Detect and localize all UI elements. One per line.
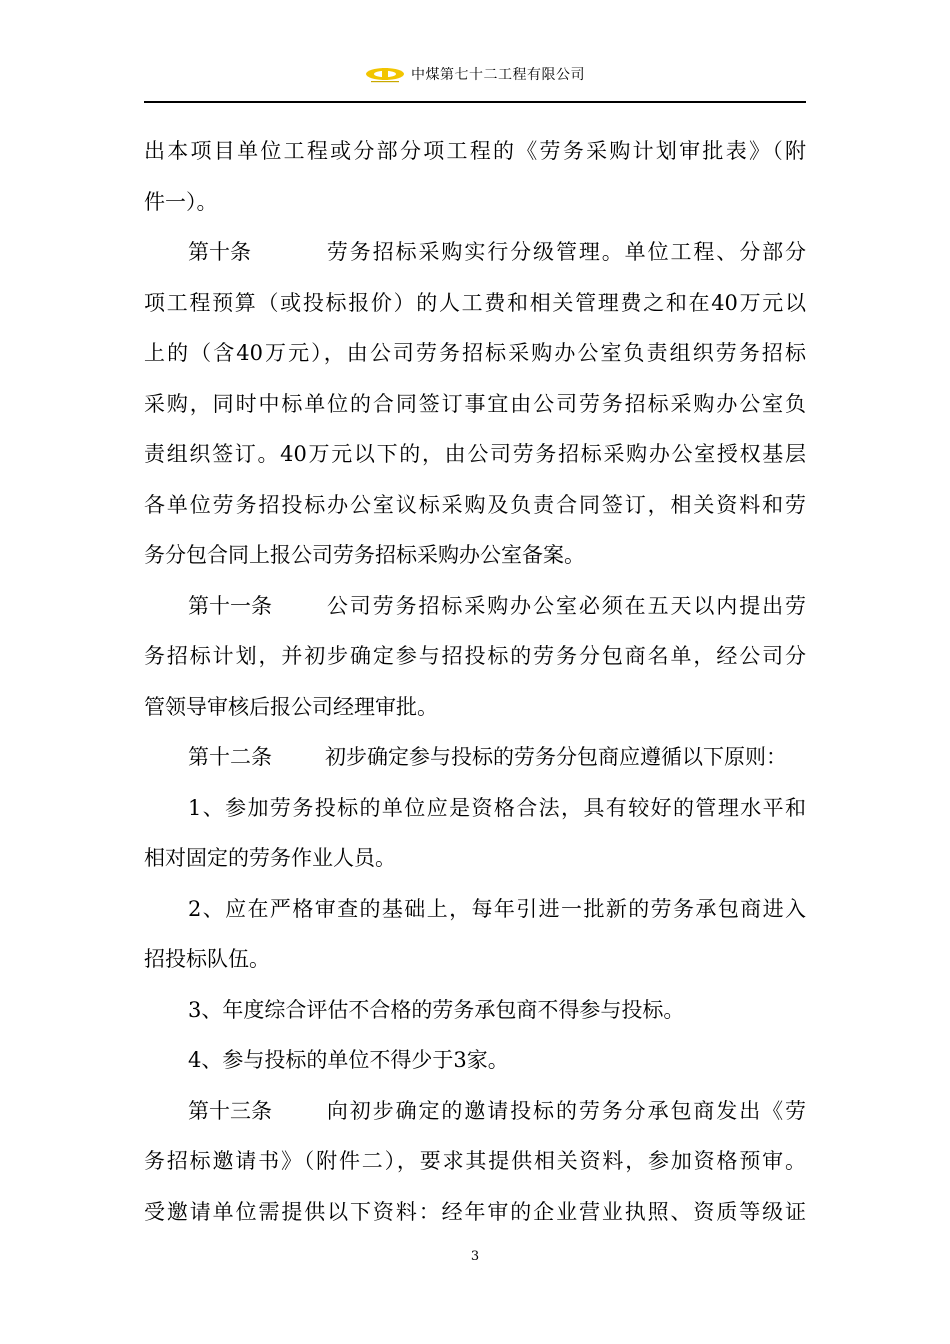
- text-line: 上的（含40万元），由公司劳务招标采购办公室负责组织劳务招标: [144, 341, 806, 365]
- page-header: [0, 60, 950, 90]
- text-line: 出本项目单位工程或分部分项工程的《劳务采购计划审批表》（附: [144, 139, 806, 163]
- list-item: 4、参与投标的单位不得少于3家。: [188, 1048, 509, 1072]
- article-13-heading: 第十三条 向初步确定的邀请投标的劳务分承包商发出《劳: [144, 1086, 806, 1137]
- article-number: 第十二条: [188, 745, 272, 769]
- text-line: 件一）。: [144, 189, 218, 214]
- article-12-heading: 第十二条 初步确定参与投标的劳务分包商应遵循以下原则：: [144, 732, 806, 783]
- list-item: 1、参加劳务投标的单位应是资格合法，具有较好的管理水平和: [188, 795, 806, 820]
- text-line: 各单位劳务招投标办公室议标采购及负责合同签订，相关资料和劳: [144, 492, 806, 517]
- text-line: 务分包合同上报公司劳务招标采购办公室备案。: [144, 543, 585, 567]
- text-line: 招投标队伍。: [144, 947, 270, 971]
- text-line: 务招标邀请书》（附件二），要求其提供相关资料，参加资格预审。: [144, 1149, 806, 1173]
- company-name: 中煤第七十二工程有限公司: [411, 67, 585, 83]
- text-line: 相对固定的劳务作业人员。: [144, 846, 396, 870]
- text-line: 采购，同时中标单位的合同签订事宜由公司劳务招标采购办公室负: [144, 391, 806, 416]
- text-line: 务招标计划，并初步确定参与招投标的劳务分包商名单，经公司分: [144, 644, 806, 668]
- text-line: 责组织签订。40万元以下的，由公司劳务招标采购办公室授权基层: [144, 442, 806, 466]
- page-number: 3: [470, 1249, 480, 1264]
- article-11-heading: 第十一条 公司劳务招标采购办公室必须在五天以内提出劳: [144, 581, 806, 632]
- text-line: 受邀请单位需提供以下资料：经年审的企业营业执照、资质等级证: [144, 1199, 806, 1224]
- company-logo-icon: [365, 66, 409, 84]
- list-item: 3、年度综合评估不合格的劳务承包商不得参与投标。: [188, 997, 685, 1022]
- text-line: 管领导审核后报公司经理审批。: [144, 694, 438, 719]
- article-number: 第十三条: [188, 1098, 272, 1123]
- document-body: [144, 126, 806, 1237]
- article-number: 第十条: [188, 240, 251, 264]
- article-10-heading: 第十条 劳务招标采购实行分级管理。单位工程、分部分: [144, 227, 806, 278]
- list-item: 2、应在严格审查的基础上，每年引进一批新的劳务承包商进入: [188, 896, 806, 921]
- text-line: 项工程预算（或投标报价）的人工费和相关管理费之和在40万元以: [144, 290, 806, 315]
- header-divider: [144, 101, 806, 103]
- article-number: 第十一条: [188, 593, 272, 618]
